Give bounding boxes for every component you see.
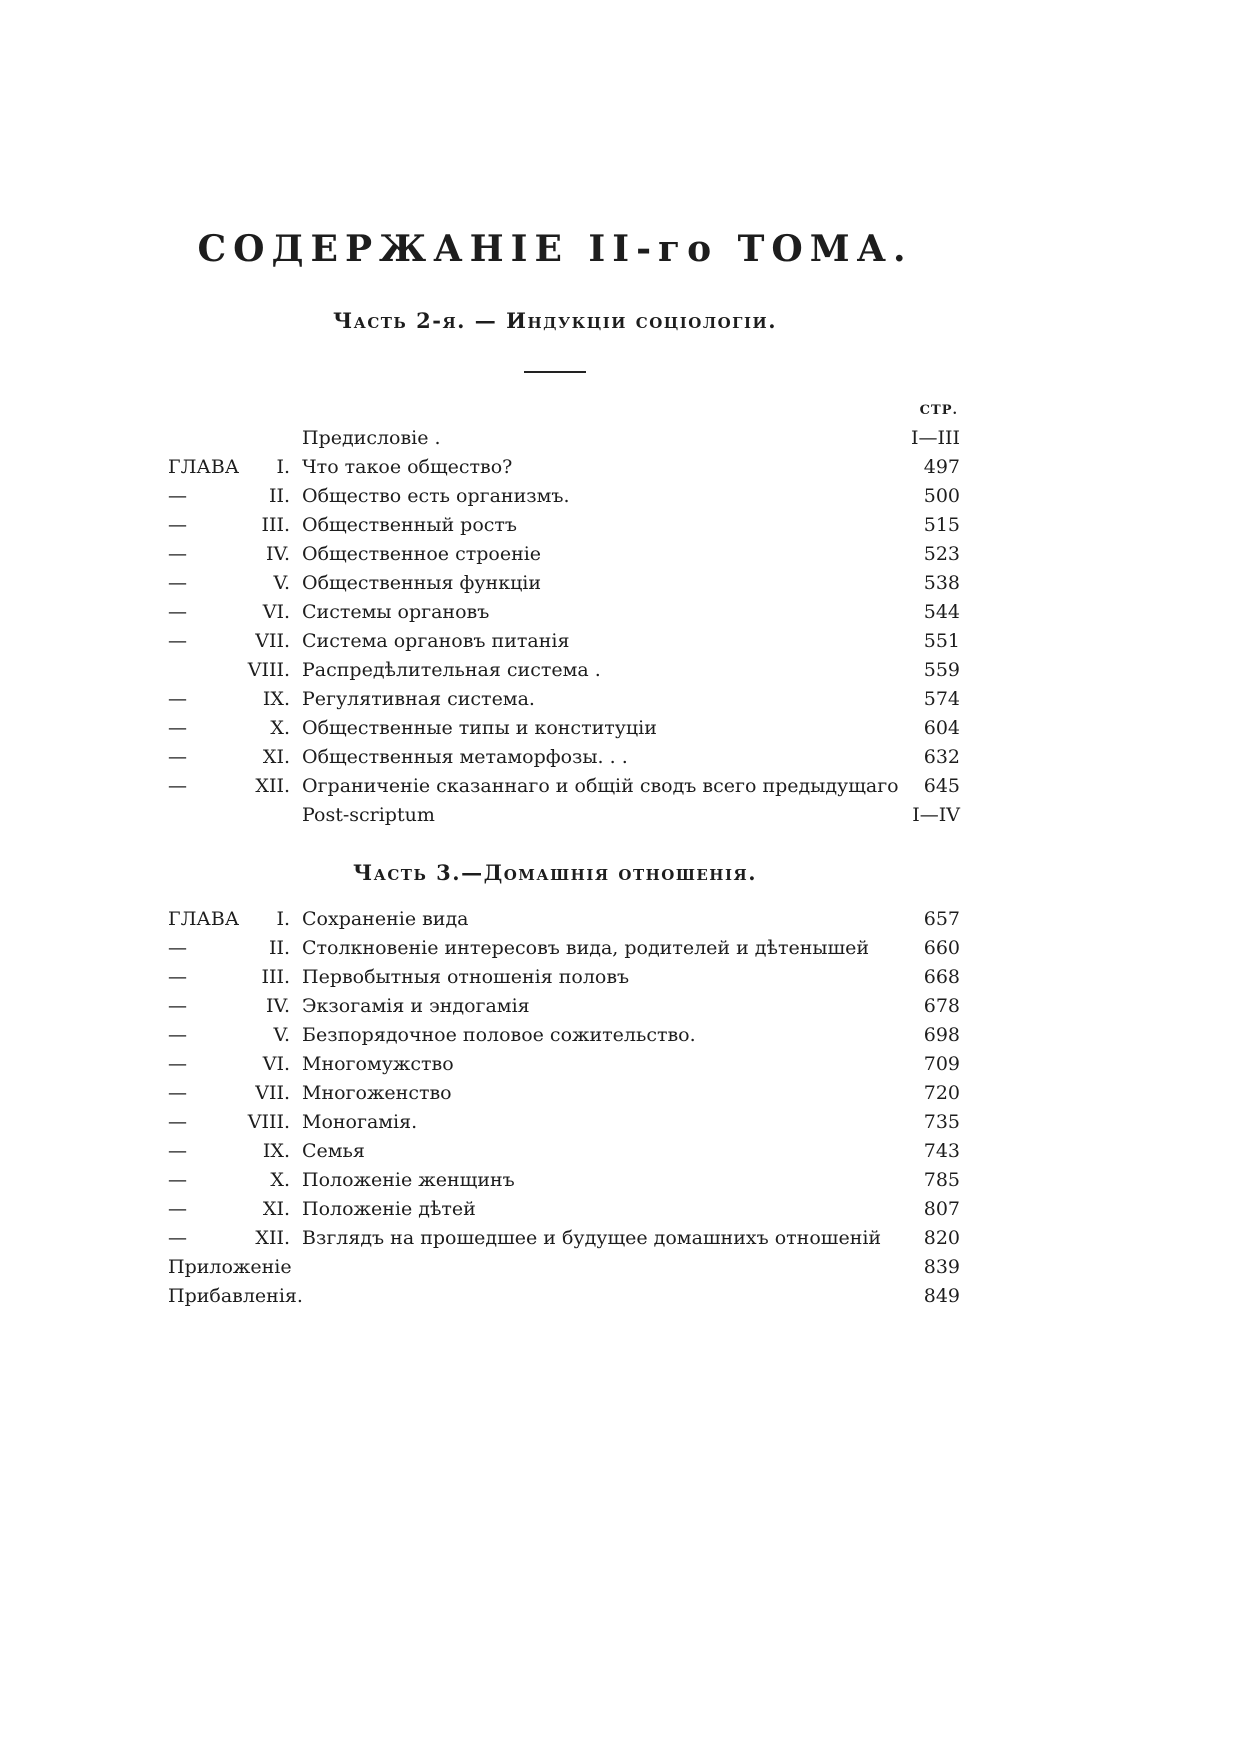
toc-entry-title: Системы органовъ	[302, 601, 490, 623]
toc-page-number: 668	[923, 966, 960, 988]
toc-chapter-numeral: III.	[261, 514, 290, 536]
toc-row-label: —	[168, 688, 187, 710]
toc-row	[150, 1079, 960, 1108]
toc-row	[150, 1108, 960, 1137]
toc-page-number: 523	[923, 543, 960, 565]
toc-page-number: 807	[923, 1198, 960, 1220]
toc-entry-title: Post-scriptum	[302, 804, 435, 826]
toc-chapter-numeral: III.	[261, 966, 290, 988]
toc-entry-title: Общественныя функціи	[302, 572, 542, 594]
toc-chapter-numeral: IX.	[262, 688, 290, 710]
toc-page-number: 785	[923, 1169, 960, 1191]
toc-entry-title: Общественныя метаморфозы. . .	[302, 746, 628, 768]
toc-page-number: 839	[923, 1256, 960, 1278]
toc-page-number: 544	[923, 601, 960, 623]
toc-chapter-numeral: V.	[273, 572, 290, 594]
part2-heading: Часть 2-я. — Индукціи соціологіи.	[332, 308, 778, 333]
toc-chapter-numeral: XII.	[255, 775, 290, 797]
toc-row	[150, 627, 960, 656]
toc-entry-title: Безпорядочное половое сожительство.	[302, 1024, 696, 1046]
toc-row-label: —	[168, 937, 187, 959]
toc-row-label: —	[168, 601, 187, 623]
toc-row-label: —	[168, 1140, 187, 1162]
toc-page-number: 743	[923, 1140, 960, 1162]
toc-row	[150, 772, 960, 801]
toc-page-number: I—III	[910, 427, 960, 449]
toc-row	[150, 934, 960, 963]
toc-page-number: I—IV	[912, 804, 960, 826]
toc-entry-title: Общественный ростъ	[302, 514, 518, 536]
toc-chapter-numeral: VIII.	[247, 1111, 290, 1133]
toc-row-label: Приложеніе	[168, 1256, 292, 1278]
toc-row	[150, 598, 960, 627]
toc-page-number: 660	[923, 937, 960, 959]
toc-row-label: —	[168, 1198, 187, 1220]
scanned-book-page	[150, 0, 960, 1311]
toc-chapter-numeral: IV.	[266, 543, 290, 565]
page-title: СОДЕРЖАНІЕ II-го ТОМА.	[197, 228, 913, 270]
toc-entry-title: Регулятивная система.	[302, 688, 535, 710]
toc-page-number: 720	[923, 1082, 960, 1104]
toc-page-number: 559	[923, 659, 960, 681]
toc-page-number: 515	[923, 514, 960, 536]
toc-chapter-numeral: X.	[270, 1169, 290, 1191]
toc-row	[150, 963, 960, 992]
toc-entry-title: Общественное строеніе	[302, 543, 542, 565]
toc-row	[150, 685, 960, 714]
toc-row-label: —	[168, 572, 187, 594]
toc-row-label: —	[168, 1227, 187, 1249]
toc-row-label: ГЛАВА	[168, 908, 240, 930]
toc-entry-title: Первобытныя отношенія половъ	[302, 966, 630, 988]
toc-entry-title: Распредѣлительная система .	[302, 659, 601, 681]
toc-page-number: 538	[923, 572, 960, 594]
part3-heading: Часть 3.—Домашнія отношенія.	[352, 860, 758, 885]
toc-entry-title: Положеніе женщинъ	[302, 1169, 515, 1191]
toc-row	[150, 1137, 960, 1166]
toc-row	[150, 714, 960, 743]
toc-chapter-numeral: I.	[276, 456, 290, 478]
toc-chapter-numeral: I.	[276, 908, 290, 930]
toc-page-number: 632	[923, 746, 960, 768]
toc-row	[150, 540, 960, 569]
toc-entry-title: Взглядъ на прошедшее и будущее домашнихъ отношеній	[302, 1227, 882, 1249]
toc-row	[150, 1253, 960, 1282]
toc-chapter-numeral: XI.	[262, 1198, 290, 1220]
toc-row-label: —	[168, 1024, 187, 1046]
toc-entry-title: Экзогамія и эндогамія	[302, 995, 530, 1017]
toc-page-number: 500	[923, 485, 960, 507]
toc-row-label: —	[168, 1082, 187, 1104]
toc-entry-title: Семья	[302, 1140, 365, 1162]
toc-row-label: —	[168, 514, 187, 536]
toc-page-number: 645	[923, 775, 960, 797]
divider-rule	[524, 371, 586, 373]
toc-row	[150, 1224, 960, 1253]
toc-row-label: —	[168, 543, 187, 565]
toc-chapter-numeral: VI.	[262, 1053, 290, 1075]
toc-chapter-numeral: II.	[268, 937, 290, 959]
toc-row-label: —	[168, 1111, 187, 1133]
toc-row-label: —	[168, 630, 187, 652]
toc-page-number: 551	[923, 630, 960, 652]
toc-row	[150, 1021, 960, 1050]
toc-entry-title: Сохраненіе вида	[302, 908, 469, 930]
toc-chapter-numeral: VII.	[255, 1082, 290, 1104]
toc-entry-title: Система органовъ питанія	[302, 630, 570, 652]
toc-chapter-numeral: VIII.	[247, 659, 290, 681]
toc-chapter-numeral: XI.	[262, 746, 290, 768]
toc-entry-title: Общественные типы и конституціи	[302, 717, 657, 739]
toc-chapter-numeral: II.	[268, 485, 290, 507]
toc-row	[150, 482, 960, 511]
toc-entry-title: Моногамія.	[302, 1111, 418, 1133]
toc-page-number: 820	[923, 1227, 960, 1249]
toc-page-number: 849	[923, 1285, 960, 1307]
toc-page-number: 604	[923, 717, 960, 739]
toc-row-label: —	[168, 485, 187, 507]
toc-entry-title: Столкновеніе интересовъ вида, родителей и дѣтенышей	[302, 937, 870, 959]
toc-row	[150, 743, 960, 772]
toc-row	[150, 992, 960, 1021]
toc-row-label: —	[168, 1169, 187, 1191]
toc-page-number: 497	[923, 456, 960, 478]
toc-page-number: 709	[923, 1053, 960, 1075]
toc-page-number: 735	[923, 1111, 960, 1133]
toc-row	[150, 424, 960, 453]
toc-row-label: —	[168, 966, 187, 988]
toc-entry-title: Что такое общество?	[302, 456, 513, 478]
toc-row-label: Прибавленія.	[168, 1285, 303, 1307]
toc-chapter-numeral: IV.	[266, 995, 290, 1017]
toc-row	[150, 1195, 960, 1224]
toc-row	[150, 905, 960, 934]
toc-entry-title: Многоженство	[302, 1082, 452, 1104]
toc-entry-title: Общество есть организмъ.	[302, 485, 570, 507]
toc-entry-title: Многомужство	[302, 1053, 454, 1075]
toc-row-label: ГЛАВА	[168, 456, 240, 478]
toc-part2	[150, 424, 960, 830]
toc-row	[150, 656, 960, 685]
toc-row	[150, 569, 960, 598]
toc-chapter-numeral: V.	[273, 1024, 290, 1046]
toc-page-number: 574	[923, 688, 960, 710]
toc-row-label: —	[168, 717, 187, 739]
toc-row-label: —	[168, 775, 187, 797]
toc-page-number: 698	[923, 1024, 960, 1046]
toc-chapter-numeral: VI.	[262, 601, 290, 623]
toc-chapter-numeral: VII.	[255, 630, 290, 652]
toc-row	[150, 1282, 960, 1311]
toc-page-number: 657	[923, 908, 960, 930]
toc-row	[150, 453, 960, 482]
toc-row	[150, 1166, 960, 1195]
toc-part3	[150, 905, 960, 1311]
toc-row-label: —	[168, 995, 187, 1017]
toc-chapter-numeral: XII.	[255, 1227, 290, 1249]
toc-chapter-numeral: IX.	[262, 1140, 290, 1162]
toc-row-label: —	[168, 746, 187, 768]
toc-row-label: —	[168, 1053, 187, 1075]
toc-row	[150, 511, 960, 540]
toc-row	[150, 1050, 960, 1079]
toc-page-number: 678	[923, 995, 960, 1017]
toc-entry-title: Ограниченіе сказаннаго и общій сводъ всего предыдущаго	[302, 775, 899, 797]
toc-row	[150, 801, 960, 830]
toc-entry-title: Положеніе дѣтей	[302, 1198, 476, 1220]
toc-entry-title: Предисловіе .	[302, 427, 441, 449]
page-column-header: СТР.	[919, 403, 958, 418]
toc-chapter-numeral: X.	[270, 717, 290, 739]
